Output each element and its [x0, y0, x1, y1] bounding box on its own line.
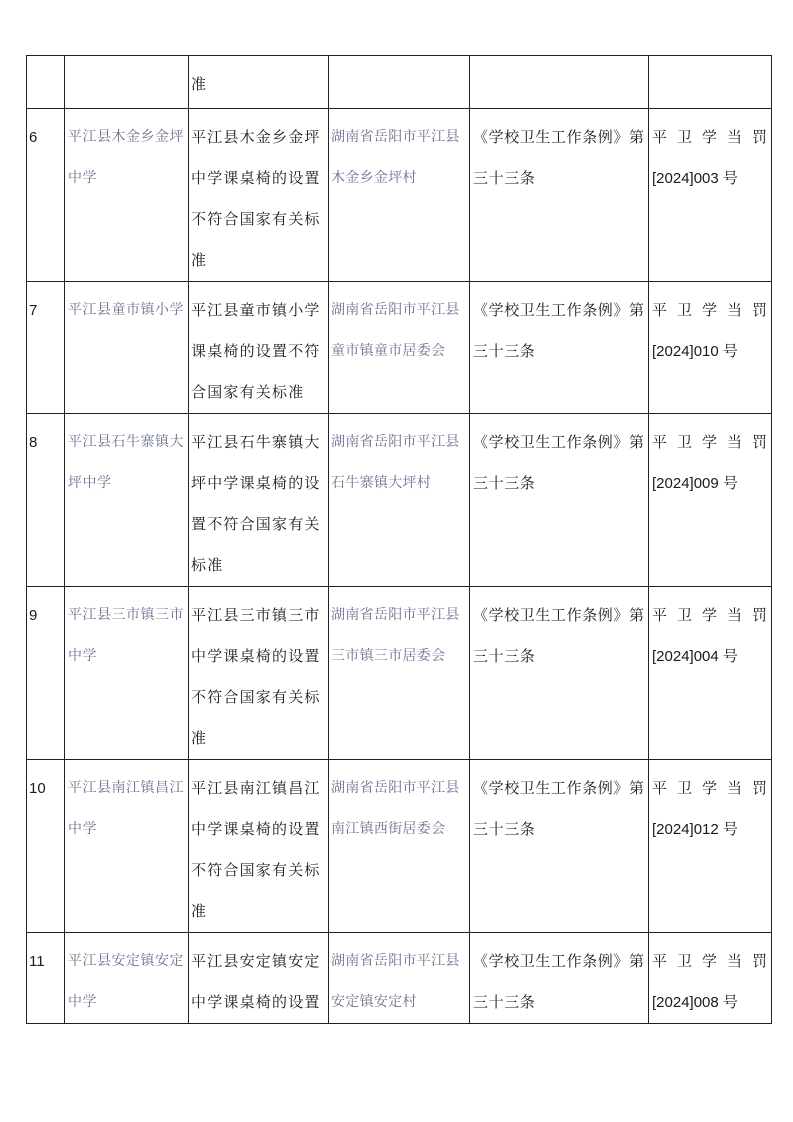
violation-fact: 平江县童市镇小学课桌椅的设置不符合国家有关标准	[191, 301, 321, 401]
fact-cell	[189, 109, 329, 282]
doc-prefix-char: 罚	[751, 779, 767, 797]
address-cell	[329, 282, 470, 414]
document-number	[649, 282, 771, 372]
unit-name: 平江县南江镇昌江中学	[68, 780, 184, 837]
law-cell	[470, 587, 649, 760]
row-number: 9	[29, 607, 38, 624]
unit-cell	[65, 933, 189, 1024]
doc-number-cell	[649, 56, 772, 109]
row-number: 10	[29, 780, 46, 797]
doc-prefix-char: 罚	[751, 606, 767, 624]
doc-suffix: 号	[722, 474, 738, 492]
doc-number-code-line	[652, 809, 771, 850]
doc-prefix-char: 学	[701, 779, 717, 797]
doc-prefix-char: 平	[652, 433, 668, 451]
document-number	[649, 587, 771, 677]
doc-number-prefix	[652, 422, 771, 463]
law-cell	[470, 109, 649, 282]
doc-code: [2024]012	[652, 821, 719, 838]
doc-prefix-char: 平	[652, 606, 668, 624]
unit-address: 湖南省岳阳市平江县南江镇西街居委会	[331, 780, 460, 837]
fact-cell	[189, 587, 329, 760]
doc-code: [2024]010	[652, 343, 719, 360]
row-number-cell	[27, 933, 65, 1024]
doc-prefix-char: 学	[701, 606, 717, 624]
law-cell	[470, 414, 649, 587]
doc-prefix-char: 卫	[676, 952, 692, 970]
table-row	[27, 587, 772, 760]
doc-prefix-char: 当	[726, 606, 742, 624]
doc-suffix: 号	[722, 820, 738, 838]
table-row	[27, 109, 772, 282]
doc-code: [2024]004	[652, 648, 719, 665]
violation-fact: 平江县安定镇安定中学课桌椅的设置	[191, 952, 321, 1011]
legal-basis: 《学校卫生工作条例》第三十三条	[473, 301, 645, 360]
doc-number-prefix	[652, 290, 771, 331]
doc-number-prefix	[652, 117, 771, 158]
doc-prefix-char: 当	[726, 433, 742, 451]
doc-prefix-char: 当	[726, 779, 742, 797]
doc-prefix-char: 当	[726, 952, 742, 970]
legal-basis: 《学校卫生工作条例》第三十三条	[473, 606, 645, 665]
doc-number-cell	[649, 414, 772, 587]
fact-cell	[189, 282, 329, 414]
violation-fact: 平江县石牛寨镇大坪中学课桌椅的设置不符合国家有关标准	[191, 433, 321, 574]
doc-number-code-line	[652, 463, 771, 504]
unit-address: 湖南省岳阳市平江县木金乡金坪村	[331, 129, 460, 186]
violation-fact: 平江县木金乡金坪中学课桌椅的设置不符合国家有关标准	[191, 128, 321, 269]
law-cell	[470, 760, 649, 933]
penalty-table	[26, 55, 772, 1024]
doc-prefix-char: 卫	[676, 779, 692, 797]
doc-prefix-char: 学	[701, 433, 717, 451]
address-cell	[329, 109, 470, 282]
doc-suffix: 号	[722, 647, 738, 665]
unit-name	[65, 56, 188, 64]
table-row	[27, 414, 772, 587]
unit-cell	[65, 587, 189, 760]
legal-basis: 《学校卫生工作条例》第三十三条	[473, 952, 645, 1011]
doc-number-prefix	[652, 941, 771, 982]
table-row	[27, 282, 772, 414]
unit-address: 湖南省岳阳市平江县童市镇童市居委会	[331, 302, 460, 359]
unit-name: 平江县木金乡金坪中学	[68, 129, 184, 186]
row-number: 11	[29, 953, 45, 970]
unit-address	[329, 56, 469, 64]
violation-fact: 平江县南江镇昌江中学课桌椅的设置不符合国家有关标准	[191, 779, 321, 920]
doc-prefix-char: 当	[726, 128, 742, 146]
unit-cell	[65, 414, 189, 587]
table-row	[27, 933, 772, 1024]
unit-name: 平江县安定镇安定中学	[68, 953, 184, 1010]
doc-code: [2024]009	[652, 475, 719, 492]
unit-address: 湖南省岳阳市平江县石牛寨镇大坪村	[331, 434, 460, 491]
table-row	[27, 760, 772, 933]
address-cell	[329, 587, 470, 760]
doc-number-code-line	[652, 636, 771, 677]
document-number	[649, 109, 771, 199]
unit-cell	[65, 760, 189, 933]
doc-prefix-char: 平	[652, 952, 668, 970]
row-number: 7	[29, 302, 38, 319]
violation-fact: 准	[191, 75, 208, 93]
legal-basis	[470, 56, 648, 64]
doc-prefix-char: 卫	[676, 433, 692, 451]
doc-suffix: 号	[722, 169, 738, 187]
doc-number-prefix	[652, 595, 771, 636]
document-number	[649, 933, 771, 1023]
row-number-cell	[27, 414, 65, 587]
address-cell	[329, 760, 470, 933]
unit-cell	[65, 282, 189, 414]
row-number-cell	[27, 282, 65, 414]
doc-number-code-line	[652, 331, 771, 372]
row-number-cell	[27, 587, 65, 760]
fact-cell	[189, 933, 329, 1024]
address-cell	[329, 56, 470, 109]
document-number	[649, 414, 771, 504]
row-number-cell	[27, 109, 65, 282]
document-number	[649, 760, 771, 850]
doc-code: [2024]003	[652, 170, 719, 187]
law-cell	[470, 282, 649, 414]
row-number	[27, 56, 64, 64]
doc-prefix-char: 学	[701, 128, 717, 146]
doc-prefix-char: 罚	[751, 301, 767, 319]
law-cell	[470, 933, 649, 1024]
doc-prefix-char: 平	[652, 128, 668, 146]
doc-number-prefix	[652, 768, 771, 809]
legal-basis: 《学校卫生工作条例》第三十三条	[473, 433, 645, 492]
fact-cell	[189, 414, 329, 587]
doc-prefix-char: 学	[701, 301, 717, 319]
doc-number-cell	[649, 282, 772, 414]
legal-basis: 《学校卫生工作条例》第三十三条	[473, 779, 645, 838]
row-number: 6	[29, 129, 38, 146]
doc-prefix-char: 卫	[676, 606, 692, 624]
table-body	[27, 56, 772, 1024]
doc-number-cell	[649, 760, 772, 933]
doc-number-cell	[649, 933, 772, 1024]
row-number-cell	[27, 760, 65, 933]
violation-fact: 平江县三市镇三市中学课桌椅的设置不符合国家有关标准	[191, 606, 321, 747]
doc-number-cell	[649, 109, 772, 282]
unit-name: 平江县三市镇三市中学	[68, 607, 184, 664]
doc-suffix: 号	[722, 993, 738, 1011]
document-number	[649, 56, 771, 64]
doc-prefix-char: 卫	[676, 301, 692, 319]
legal-basis: 《学校卫生工作条例》第三十三条	[473, 128, 645, 187]
unit-cell	[65, 56, 189, 109]
address-cell	[329, 414, 470, 587]
doc-prefix-char: 罚	[751, 128, 767, 146]
doc-prefix-char: 平	[652, 301, 668, 319]
unit-name: 平江县石牛寨镇大坪中学	[68, 434, 184, 491]
doc-prefix-char: 学	[701, 952, 717, 970]
doc-number-code-line	[652, 158, 771, 199]
fact-cell	[189, 56, 329, 109]
row-number-cell	[27, 56, 65, 109]
doc-prefix-char: 当	[726, 301, 742, 319]
row-number: 8	[29, 434, 38, 451]
address-cell	[329, 933, 470, 1024]
doc-prefix-char: 罚	[751, 952, 767, 970]
unit-address: 湖南省岳阳市平江县安定镇安定村	[331, 953, 460, 1010]
table-row	[27, 56, 772, 109]
doc-number-cell	[649, 587, 772, 760]
doc-number-code-line	[652, 982, 771, 1023]
doc-prefix-char: 罚	[751, 433, 767, 451]
doc-prefix-char: 卫	[676, 128, 692, 146]
doc-suffix: 号	[722, 342, 738, 360]
unit-name: 平江县童市镇小学	[68, 302, 184, 318]
fact-cell	[189, 760, 329, 933]
unit-address: 湖南省岳阳市平江县三市镇三市居委会	[331, 607, 460, 664]
doc-prefix-char: 平	[652, 779, 668, 797]
law-cell	[470, 56, 649, 109]
doc-code: [2024]008	[652, 994, 719, 1011]
unit-cell	[65, 109, 189, 282]
